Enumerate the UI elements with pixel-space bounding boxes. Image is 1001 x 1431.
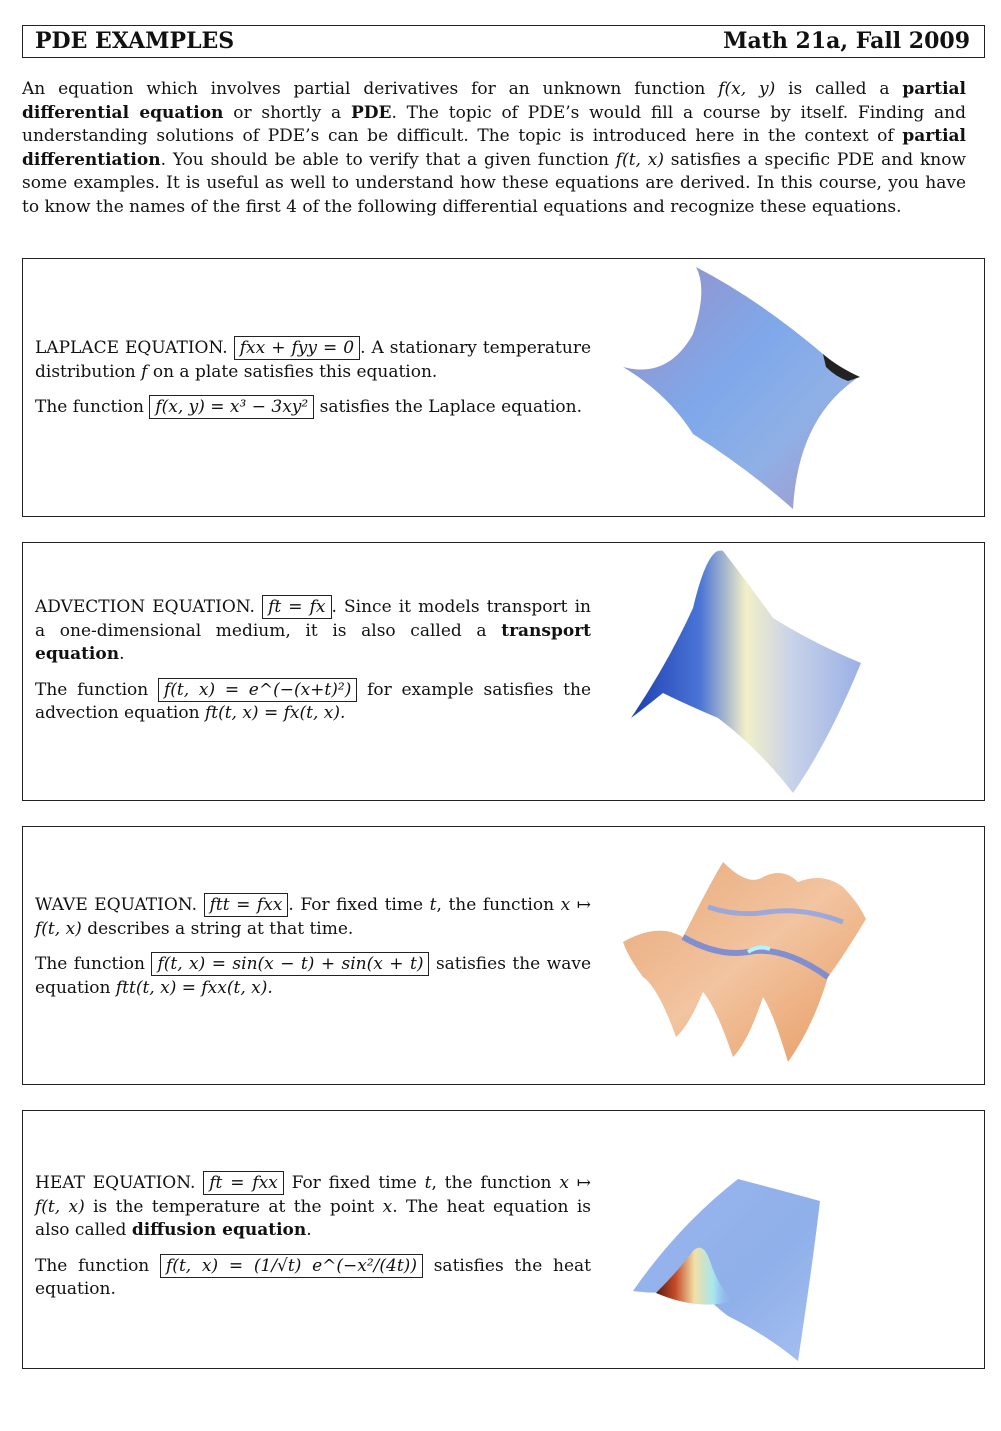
advection-surface-plot (598, 543, 868, 802)
heat-equation: ft = fxx (203, 1171, 283, 1195)
laplace-surface-plot (598, 259, 868, 518)
intro-text: . The topic of PDE’s would fill a course by itself. Finding and understanding solutions of PDE’s can be difficult. The topic is introduced here in the context of (22, 102, 966, 146)
laplace-text (35, 337, 591, 420)
intro-text: is called a (788, 79, 890, 99)
intro-text: satisfies a specific PDE and know some examples. It is useful as well to understand how these equations are derived. In this course, you have to know the names of the first 4 of the following differential equations and recognize these equations. (22, 149, 966, 217)
wave-text (35, 894, 591, 1000)
intro-text: or shortly a (233, 102, 342, 123)
wave-desc: . For fixed time (288, 895, 424, 915)
laplace-pre: The function (35, 397, 144, 417)
laplace-var: f (141, 361, 148, 382)
heat-desc: . (306, 1220, 312, 1240)
intro-bold-term: partial differential equation (22, 79, 967, 123)
laplace-desc: on a plate satisfies this equation. (152, 361, 438, 382)
advection-bold-term: transport equation (35, 620, 592, 664)
heat-desc: For fixed time (291, 1173, 417, 1193)
laplace-equation: fxx + fyy = 0 (234, 336, 360, 360)
intro-bold-term: PDE (350, 102, 392, 123)
intro-math: f(x, y) (718, 79, 776, 99)
intro-math: f(t, x) (615, 149, 664, 170)
advection-pre: The function (35, 679, 149, 700)
intro-text: . You should be able to verify that a given function (160, 149, 609, 170)
intro-text: An equation which involves partial derivatives for an unknown function (22, 79, 706, 99)
heat-var: t (424, 1173, 432, 1193)
wave-function: f(t, x) = sin(x − t) + sin(x + t) (151, 952, 429, 976)
wave-map: x ↦ f(t, x) (35, 895, 592, 939)
heat-desc: . The heat equation is also called (35, 1196, 591, 1240)
heat-heading: HEAT EQUATION. (35, 1173, 196, 1193)
heat-surface-plot (598, 1111, 868, 1370)
advection-function: f(t, x) = e^(−(x+t)²) (158, 678, 357, 702)
heat-bold-term: diffusion equation (131, 1220, 307, 1240)
course-label: Math 21a, Fall 2009 (723, 28, 970, 54)
heat-pre: The function (35, 1255, 150, 1276)
heat-desc: , the function (431, 1173, 552, 1193)
wave-pre: The function (35, 954, 145, 974)
intro-bold-term: partial differentiation (22, 126, 967, 170)
laplace-heading: LAPLACE EQUATION. (35, 338, 228, 358)
wave-equation: ftt = fxx (204, 893, 289, 917)
wave-surface-plot (598, 827, 868, 1086)
advection-text (35, 596, 591, 726)
advection-check: ft(t, x) = fx(t, x). (204, 703, 346, 723)
heat-box (22, 1110, 985, 1369)
laplace-desc: . A stationary temperature distribution (35, 338, 592, 382)
heat-function: f(t, x) = (1/√t) e^(−x²/(4t)) (160, 1254, 423, 1278)
advection-desc: . (119, 644, 125, 664)
heat-map: x ↦ f(t, x) (35, 1173, 591, 1217)
wave-post: satisfies the wave equation (35, 954, 592, 998)
intro-paragraph (22, 78, 966, 219)
heat-var: x (382, 1196, 393, 1217)
wave-heading: WAVE EQUATION. (35, 895, 197, 915)
wave-desc: , the function (436, 895, 555, 915)
heat-desc: is the temperature at the point (93, 1196, 375, 1217)
laplace-post: satisfies the Laplace equation. (319, 397, 582, 417)
heat-text (35, 1172, 591, 1302)
wave-desc: describes a string at that time. (87, 918, 354, 939)
advection-desc: . Since it models transport in a one-dimensional medium, it is also called a (35, 597, 591, 641)
wave-var: t (429, 895, 437, 915)
advection-heading: ADVECTION EQUATION. (35, 597, 255, 617)
advection-equation: ft = fx (262, 595, 331, 619)
wave-check: ftt(t, x) = fxx(t, x). (115, 977, 273, 998)
heat-post: satisfies the heat equation. (35, 1255, 591, 1299)
laplace-box (22, 258, 985, 517)
title-bar (22, 25, 985, 58)
laplace-function: f(x, y) = x³ − 3xy² (149, 395, 314, 419)
page-title: PDE EXAMPLES (35, 28, 235, 54)
advection-post: for example satisfies the advection equation (35, 679, 592, 723)
advection-box (22, 542, 985, 801)
wave-box (22, 826, 985, 1085)
